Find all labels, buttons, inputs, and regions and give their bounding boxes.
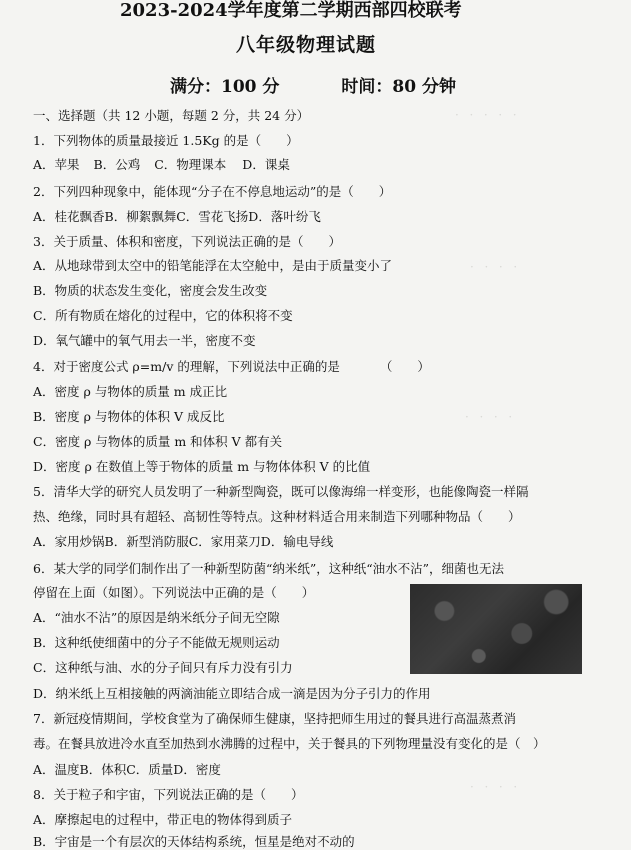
- question-7-line-1: 7．新冠疫情期间，学校食堂为了确保师生健康，坚持把师生用过的餐具进行高温蒸煮消: [33, 711, 516, 726]
- option-c: C．雪花飞扬: [176, 209, 249, 224]
- option-a: A．苹果: [33, 157, 80, 172]
- question-4-option-a: A．密度 ρ 与物体的质量 m 成正比: [33, 384, 228, 399]
- option-a: A．桂花飘香: [33, 209, 105, 224]
- option-a: A．温度: [33, 762, 80, 777]
- question-3-option-b: B．物质的状态发生变化，密度会发生改变: [33, 283, 268, 298]
- option-a: A．家用炒锅: [33, 534, 105, 549]
- question-3: 3．关于质量、体积和密度，下列说法正确的是（ ）: [33, 234, 341, 249]
- question-6-option-c: C．这种纸与油、水的分子间只有斥力没有引力: [33, 660, 293, 675]
- exam-time: 时间：80 分钟: [341, 77, 456, 97]
- question-1-options: [33, 157, 290, 173]
- option-b: B．体积: [79, 762, 127, 777]
- question-3-option-a: A．从地球带到太空中的铅笔能浮在太空舱中，是由于质量变小了: [33, 258, 393, 273]
- question-4: [33, 359, 430, 375]
- answer-paren: （ ）: [379, 359, 430, 374]
- question-5-options: [33, 534, 333, 550]
- question-2: 2．下列四种现象中，能体现“分子在不停息地运动”的是（ ）: [33, 184, 392, 199]
- bleed-through: · · · ·: [465, 410, 514, 424]
- question-8: 8．关于粒子和宇宙，下列说法正确的是（ ）: [33, 787, 304, 802]
- bleed-through: · · · ·: [470, 780, 519, 794]
- question-7-line-2: 毒。在餐具放进冷水直至加热到水沸腾的过程中，关于餐具的下列物理量没有变化的是（ ）: [33, 736, 546, 751]
- question-6-option-b: B．这种纸使细菌中的分子不能做无规则运动: [33, 635, 280, 650]
- question-8-option-a: A．摩擦起电的过程中，带正电的物体得到质子: [33, 812, 293, 827]
- question-4-option-b: B．密度 ρ 与物体的体积 V 成反比: [33, 409, 225, 424]
- full-score: 满分：100 分: [170, 77, 280, 97]
- nano-paper-photo: [410, 584, 582, 674]
- question-4-stem: 4．对于密度公式 ρ=m/v 的理解，下列说法中正确的是: [33, 359, 340, 374]
- question-1: 1．下列物体的质量最接近 1.5Kg 的是（ ）: [33, 133, 299, 148]
- option-b: B．新型消防服: [104, 534, 189, 549]
- section-heading: 一、选择题（共 12 小题，每题 2 分，共 24 分）: [33, 108, 310, 123]
- option-b: B．柳絮飘舞: [104, 209, 177, 224]
- option-d: D．课桌: [242, 157, 290, 172]
- question-5-line-1: 5．清华大学的研究人员发明了一种新型陶瓷，既可以像海绵一样变形，也能像陶瓷一样隔: [33, 484, 529, 499]
- question-6-option-d: D．纳米纸上互相接触的两滴油能立即结合成一滴是因为分子引力的作用: [33, 686, 431, 701]
- question-3-option-c: C．所有物质在熔化的过程中，它的体积将不变: [33, 308, 293, 323]
- subject-title: 八年级物理试题: [236, 34, 377, 56]
- question-6-option-a: A．“油水不沾”的原因是纳米纸分子间无空隙: [33, 610, 280, 625]
- question-7-options: [33, 762, 221, 778]
- option-d: D．输电导线: [260, 534, 334, 549]
- exam-title: 2023-2024学年度第二学期西部四校联考: [120, 0, 462, 21]
- option-b: B．公鸡: [93, 157, 141, 172]
- question-6-line-1: 6．某大学的同学们制作出了一种新型防菌“纳米纸”，这种纸“油水不沾”，细菌也无法: [33, 561, 505, 576]
- exam-meta: [170, 72, 456, 97]
- bleed-through: · · · · ·: [455, 108, 518, 122]
- option-c: C．物理课本: [154, 157, 227, 172]
- option-d: D．密度: [173, 762, 221, 777]
- question-3-option-d: D．氧气罐中的氧气用去一半，密度不变: [33, 333, 256, 348]
- question-2-options: [33, 209, 321, 225]
- bleed-through: · · · ·: [470, 260, 519, 274]
- question-4-option-d: D．密度 ρ 在数值上等于物体的质量 m 与物体体积 V 的比值: [33, 459, 371, 474]
- option-c: C．质量: [126, 762, 174, 777]
- question-8-option-b-partial: B．宇宙是一个有层次的天体结构系统，恒星是绝对不动的: [33, 834, 355, 849]
- question-5-line-2: 热、绝缘，同时具有超轻、高韧性等特点。这种材料适合用来制造下列哪种物品（ ）: [33, 509, 521, 524]
- question-6-line-2: 停留在上面（如图）。下列说法中正确的是（ ）: [33, 585, 315, 600]
- option-c: C．家用菜刀: [188, 534, 261, 549]
- question-4-option-c: C．密度 ρ 与物体的质量 m 和体积 V 都有关: [33, 434, 283, 449]
- option-d: D．落叶纷飞: [248, 209, 321, 224]
